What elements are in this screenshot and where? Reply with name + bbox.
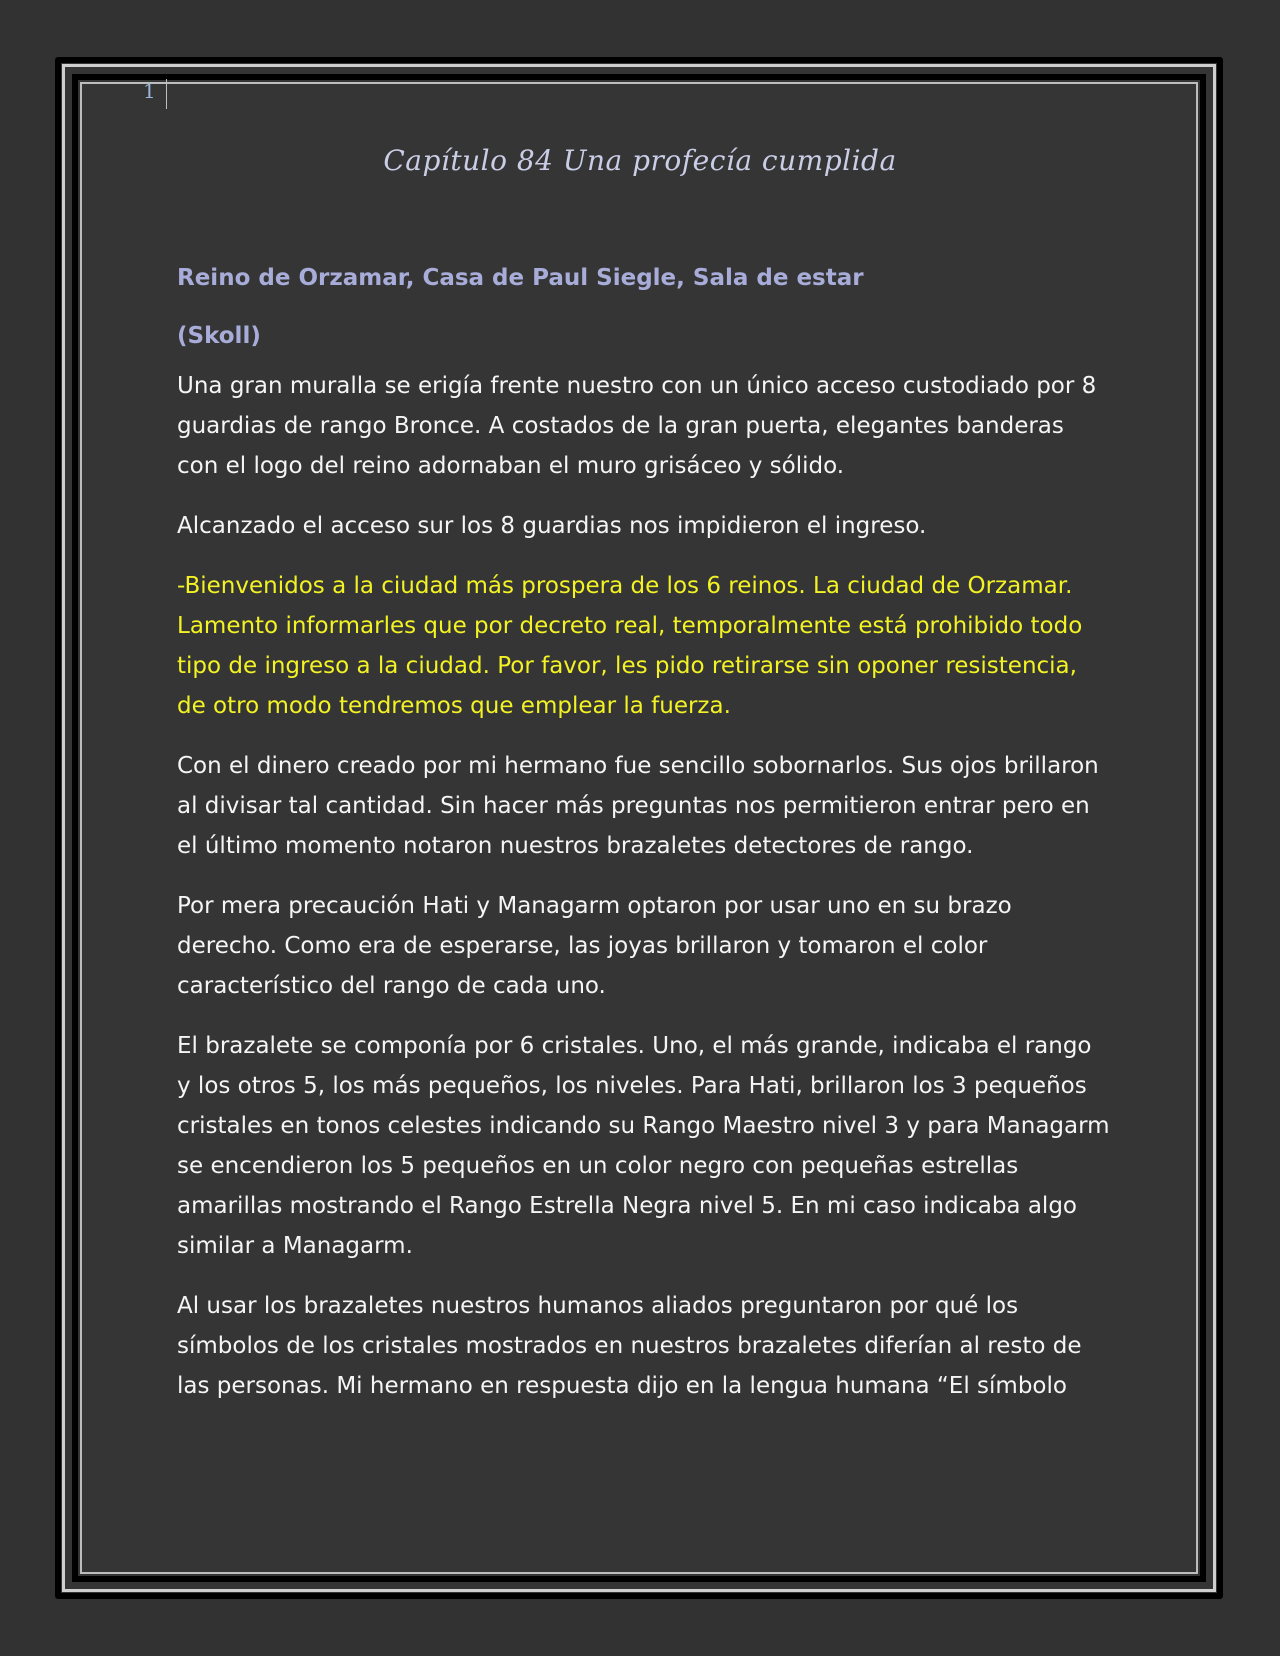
paragraph: El brazalete se componía por 6 cristales. Uno, el más grande, indicaba el rango y los otros 5, los más pequeños, los niveles. Para Hati, brillaron los 3 pequeños cristales en tonos celestes indicando su Rango Maestro nivel 3 y para Managarm se encendieron los 5 pequeños en un color negro con pequeñas estrellas amarillas mostrando el Rango Estrella Negra nivel 5. En mi caso indicaba algo similar a Managarm. [177,1033,1110,1259]
scene-location: Reino de Orzamar, Casa de Paul Siegle, Sala de estar [177,265,864,291]
paragraph: Una gran muralla se erigía frente nuestro con un único acceso custodiado por 8 guardias de rango Bronce. A costados de la gran puerta, elegantes banderas con el logo del reino adornaban el muro grisáceo y sólido. [177,373,1097,479]
page-number: 1 [143,79,156,103]
scene-pov: (Skoll) [177,323,261,349]
paragraph: Por mera precaución Hati y Managarm optaron por usar uno en su brazo derecho. Como era de esperarse, las joyas brillaron y tomaron el color característico del rango de cada uno. [177,893,1012,999]
chapter-title: Capítulo 84 Una profecía cumplida [383,144,897,177]
paragraph: Al usar los brazaletes nuestros humanos aliados preguntaron por qué los símbolos de los cristales mostrados en nuestros brazaletes diferían al resto de las personas. Mi hermano en respuesta dijo en la lengua humana “El símbolo [177,1293,1082,1399]
text-cursor [166,79,167,109]
document-body [177,258,1112,1426]
paragraph: Con el dinero creado por mi hermano fue sencillo sobornarlos. Sus ojos brillaron al divisar tal cantidad. Sin hacer más preguntas nos permitieron entrar pero en el último momento notaron nuestros brazaletes detectores de rango. [177,753,1099,859]
dialogue-paragraph: -Bienvenidos a la ciudad más prospera de los 6 reinos. La ciudad de Orzamar. Lamento informarles que por decreto real, temporalmente está prohibido todo tipo de ingreso a la ciudad. Por favor, les pido retirarse sin oponer resistencia, de otro modo tendremos que emplear la fuerza. [177,573,1083,719]
paragraph: Alcanzado el acceso sur los 8 guardias nos impidieron el ingreso. [177,513,927,539]
